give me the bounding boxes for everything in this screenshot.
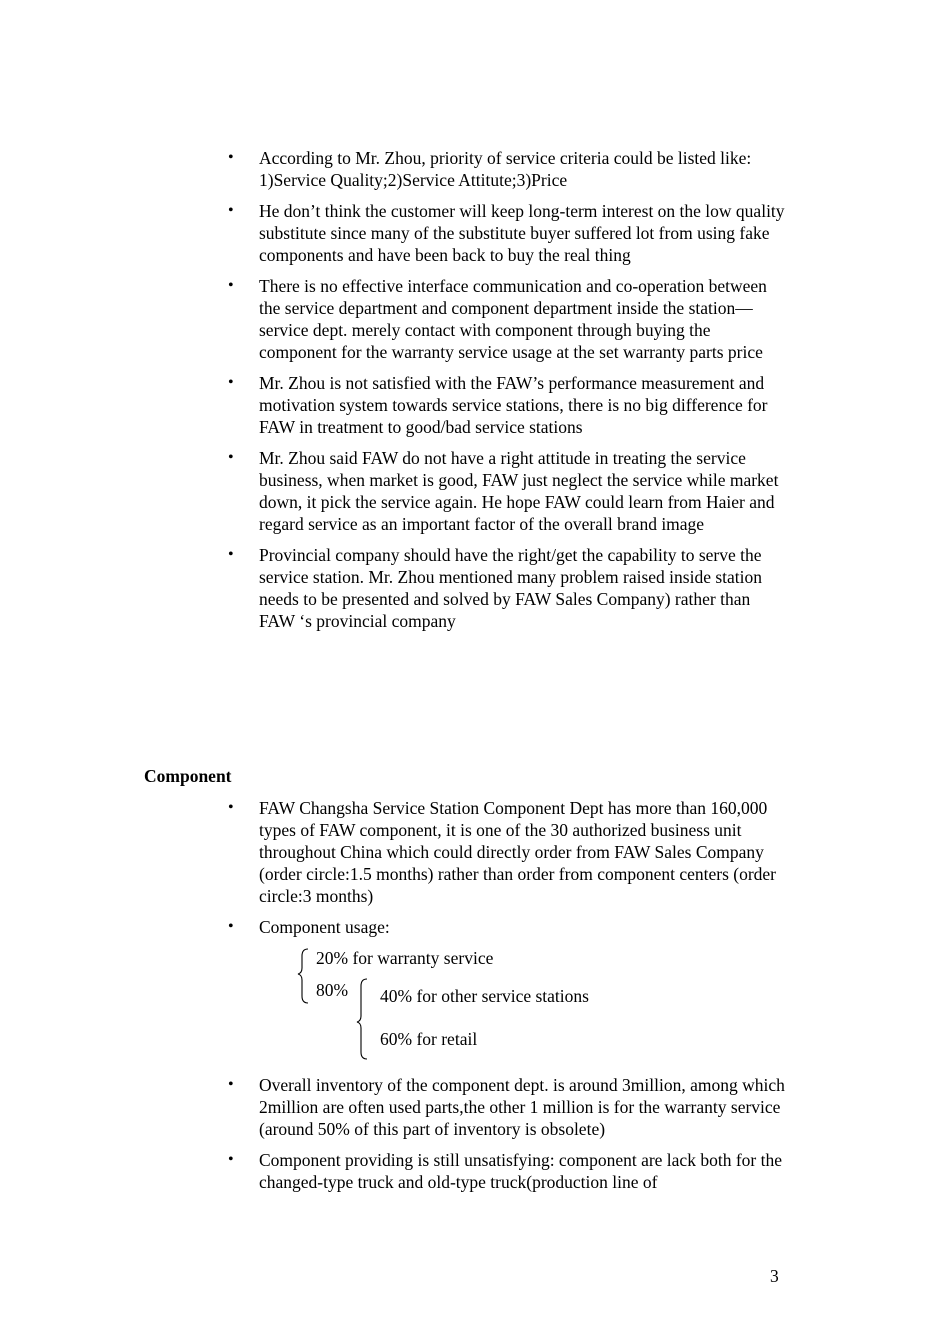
usage-retail: 60% for retail	[380, 1029, 478, 1049]
list-item	[228, 200, 788, 266]
bullet-icon: •	[228, 546, 234, 563]
bullet-icon: •	[228, 1151, 234, 1168]
bullet-text: FAW Changsha Service Station Component Dept has more than 160,000 types of FAW component, it is one of the 30 authorized business unit throughout China which could directly order from FAW Sales Company (order circle:1.5 months) rather than order from component centers (order circle:3 months)	[259, 798, 777, 906]
bullet-text: Provincial company should have the right/get the capability to serve the service station. Mr. Zhou mentioned many problem raised inside station needs to be presented and solved by FAW Sales Company) rather than FAW ‘s provincial company	[259, 545, 763, 631]
list-item	[228, 372, 788, 438]
bullet-text: There is no effective interface communication and co-operation between the service department and component department inside the station—service dept. merely contact with component through buying the component for the warranty service usage at the set warranty parts price	[259, 276, 767, 362]
bullet-icon: •	[228, 1076, 234, 1093]
bullet-icon: •	[228, 449, 234, 466]
bullet-icon: •	[228, 202, 234, 219]
bullet-icon: •	[228, 799, 234, 816]
list-item	[228, 1074, 788, 1140]
component-usage-breakdown	[296, 946, 696, 1064]
usage-other-stations: 40% for other service stations	[380, 986, 589, 1006]
bullet-text: Overall inventory of the component dept. is around 3million, among which 2million are often used parts,the other 1 million is for the warranty service (around 50% of this part of inventory is obsolete)	[259, 1075, 785, 1139]
bullet-list-inventory	[228, 1074, 788, 1202]
bullet-text: Mr. Zhou is not satisfied with the FAW’s performance measurement and motivation system towards service stations, there is no big difference for FAW in treatment to good/bad service stations	[259, 373, 768, 437]
bullet-icon: •	[228, 918, 234, 935]
bullet-list-service	[228, 147, 788, 641]
list-item	[228, 147, 788, 191]
list-item	[228, 544, 788, 632]
page-number: 3	[770, 1266, 779, 1286]
bullet-text: According to Mr. Zhou, priority of service criteria could be listed like: 1)Service Quality;2)Service Attitute;3)Price	[259, 148, 752, 190]
bullet-list-component	[228, 797, 788, 947]
outer-brace-icon	[298, 949, 308, 1003]
bullet-text: Component providing is still unsatisfying: component are lack both for the changed-type truck and old-type truck(production line of	[259, 1150, 782, 1192]
list-item	[228, 447, 788, 535]
bullet-text: He don’t think the customer will keep long-term interest on the low quality substitute since many of the substitute buyer suffered lot from using fake components and have been back to buy the real thing	[259, 201, 785, 265]
bullet-text: Component usage:	[259, 917, 390, 937]
list-item	[228, 1149, 788, 1193]
bullet-icon: •	[228, 374, 234, 391]
bullet-icon: •	[228, 277, 234, 294]
usage-other-percent: 80%	[316, 980, 349, 1000]
list-item	[228, 916, 788, 938]
bullet-text: Mr. Zhou said FAW do not have a right attitude in treating the service business, when market is good, FAW just neglect the service while market down, it pick the service again. He hope FAW could learn from Haier and regard service as an important factor of the overall brand image	[259, 448, 779, 534]
bullet-icon: •	[228, 149, 234, 166]
list-item	[228, 797, 788, 907]
usage-warranty: 20% for warranty service	[316, 948, 494, 968]
section-heading: Component	[144, 766, 232, 786]
inner-brace-icon	[357, 979, 367, 1059]
list-item	[228, 275, 788, 363]
